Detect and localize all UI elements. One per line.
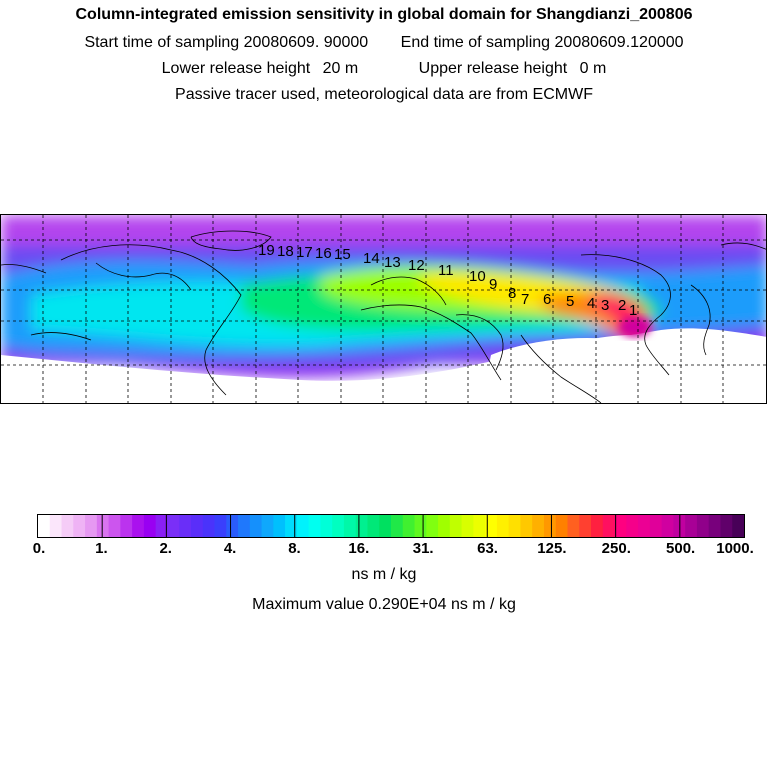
colorbar-tick-label: 2. bbox=[159, 540, 172, 557]
beijing-hotspot bbox=[619, 317, 651, 337]
colorbar-swatch bbox=[38, 515, 50, 537]
colorbar-gradient bbox=[38, 515, 744, 537]
colorbar-swatch bbox=[720, 515, 732, 537]
release-height-line bbox=[0, 60, 768, 78]
trajectory-label: 19 bbox=[258, 242, 275, 259]
colorbar-swatch bbox=[403, 515, 415, 537]
upper-height-value: 0 m bbox=[579, 60, 607, 77]
colorbar-swatch bbox=[603, 515, 615, 537]
colorbar-swatch bbox=[250, 515, 262, 537]
colorbar-swatch bbox=[50, 515, 62, 537]
colorbar-swatch bbox=[379, 515, 391, 537]
colorbar-swatch bbox=[238, 515, 250, 537]
start-time-value: 20080609. 90000 bbox=[243, 34, 369, 51]
colorbar-swatch bbox=[297, 515, 309, 537]
colorbar-swatch bbox=[438, 515, 450, 537]
colorbar bbox=[37, 514, 745, 538]
colorbar-swatch bbox=[144, 515, 156, 537]
colorbar-swatch bbox=[391, 515, 403, 537]
colorbar-swatch bbox=[273, 515, 285, 537]
trajectory-label: 3 bbox=[601, 297, 610, 314]
colorbar-swatch bbox=[97, 515, 109, 537]
trajectory-label: 15 bbox=[334, 246, 351, 263]
colorbar-swatch bbox=[556, 515, 568, 537]
colorbar-swatch bbox=[332, 515, 344, 537]
colorbar-swatch bbox=[709, 515, 721, 537]
colorbar-swatch bbox=[191, 515, 203, 537]
colorbar-tick-label: 4. bbox=[223, 540, 237, 557]
colorbar-swatch bbox=[473, 515, 485, 537]
maximum-value bbox=[0, 596, 768, 614]
colorbar-swatch bbox=[344, 515, 356, 537]
colorbar-swatch bbox=[262, 515, 274, 537]
trajectory-label: 11 bbox=[438, 262, 454, 279]
colorbar-swatch bbox=[626, 515, 638, 537]
trajectory-label: 10 bbox=[469, 268, 486, 285]
colorbar-tick-label: 16. bbox=[348, 540, 370, 557]
sampling-time-line bbox=[0, 34, 768, 52]
max-value-number: 0.290E+04 bbox=[368, 596, 447, 613]
emission-sensitivity-map bbox=[0, 214, 767, 404]
colorbar-swatch bbox=[62, 515, 74, 537]
trajectory-label: 1 bbox=[629, 302, 638, 319]
lower-height-value: 20 m bbox=[322, 60, 359, 77]
map-canvas bbox=[1, 215, 767, 404]
colorbar-tick-label: 1000. bbox=[716, 540, 754, 557]
colorbar-swatch bbox=[650, 515, 662, 537]
colorbar-swatch bbox=[509, 515, 521, 537]
colorbar-swatch bbox=[697, 515, 709, 537]
colorbar-swatch bbox=[426, 515, 438, 537]
trajectory-label: 12 bbox=[408, 257, 425, 274]
colorbar-tick-label: 8. bbox=[288, 540, 301, 557]
colorbar-swatch bbox=[544, 515, 556, 537]
colorbar-swatch bbox=[662, 515, 674, 537]
trajectory-label: 14 bbox=[363, 250, 380, 267]
colorbar-swatch bbox=[356, 515, 368, 537]
end-time-label: End time of sampling bbox=[400, 34, 551, 51]
max-value-unit: ns m / kg bbox=[450, 596, 516, 613]
colorbar-swatch bbox=[579, 515, 591, 537]
colorbar-swatch bbox=[226, 515, 238, 537]
colorbar-tick-label: 500. bbox=[666, 540, 696, 557]
colorbar-swatch bbox=[685, 515, 697, 537]
trajectory-label: 7 bbox=[521, 291, 530, 308]
colorbar-swatch bbox=[73, 515, 85, 537]
colorbar-swatch bbox=[309, 515, 321, 537]
colorbar-swatch bbox=[203, 515, 215, 537]
colorbar-swatch bbox=[732, 515, 744, 537]
lower-height-label: Lower release height bbox=[161, 60, 311, 77]
colorbar-swatch bbox=[367, 515, 379, 537]
colorbar-swatch bbox=[462, 515, 474, 537]
colorbar-swatch bbox=[109, 515, 121, 537]
colorbar-unit: ns m / kg bbox=[351, 566, 417, 583]
colorbar-tick-label: 0. bbox=[32, 540, 46, 557]
colorbar-swatch bbox=[320, 515, 332, 537]
colorbar-swatch bbox=[591, 515, 603, 537]
trajectory-label: 2 bbox=[618, 297, 627, 314]
trajectory-label: 16 bbox=[315, 245, 332, 262]
plot-title: Column-integrated emission sensitivity in global domain for Shangdianzi_200806 bbox=[75, 6, 693, 23]
colorbar-swatch bbox=[497, 515, 509, 537]
colorbar-swatch bbox=[568, 515, 580, 537]
start-time-label: Start time of sampling bbox=[84, 34, 240, 51]
colorbar-swatch bbox=[615, 515, 627, 537]
colorbar-swatch bbox=[120, 515, 132, 537]
trajectory-label: 18 bbox=[277, 243, 294, 260]
trajectory-label: 8 bbox=[508, 285, 517, 302]
colorbar-tick-label: 250. bbox=[601, 540, 631, 557]
colorbar-swatch bbox=[450, 515, 462, 537]
colorbar-swatch bbox=[415, 515, 427, 537]
colorbar-swatch bbox=[85, 515, 97, 537]
trajectory-label: 17 bbox=[296, 244, 313, 261]
colorbar-swatch bbox=[132, 515, 144, 537]
trajectory-label: 9 bbox=[489, 276, 498, 293]
trajectory-label: 6 bbox=[543, 291, 552, 308]
colorbar-swatch bbox=[638, 515, 650, 537]
end-time-value: 20080609.120000 bbox=[554, 34, 684, 51]
trajectory-label: 5 bbox=[566, 293, 575, 310]
colorbar-swatch bbox=[167, 515, 179, 537]
colorbar-tick-label: 63. bbox=[477, 540, 498, 557]
max-value-label: Maximum value bbox=[252, 596, 365, 613]
colorbar-tick-label: 125. bbox=[537, 540, 567, 557]
colorbar-swatch bbox=[520, 515, 532, 537]
colorbar-swatch bbox=[215, 515, 227, 537]
colorbar-swatch bbox=[285, 515, 297, 537]
colorbar-swatch bbox=[179, 515, 191, 537]
colorbar-tick-label: 31. bbox=[412, 540, 434, 557]
colorbar-swatch bbox=[532, 515, 544, 537]
trajectory-label: 13 bbox=[384, 254, 401, 271]
colorbar-tick-label: 1. bbox=[95, 540, 108, 557]
tracer-info: Passive tracer used, meteorological data are from ECMWF bbox=[175, 86, 593, 103]
upper-height-label: Upper release height bbox=[418, 60, 568, 77]
trajectory-label: 4 bbox=[587, 295, 596, 312]
